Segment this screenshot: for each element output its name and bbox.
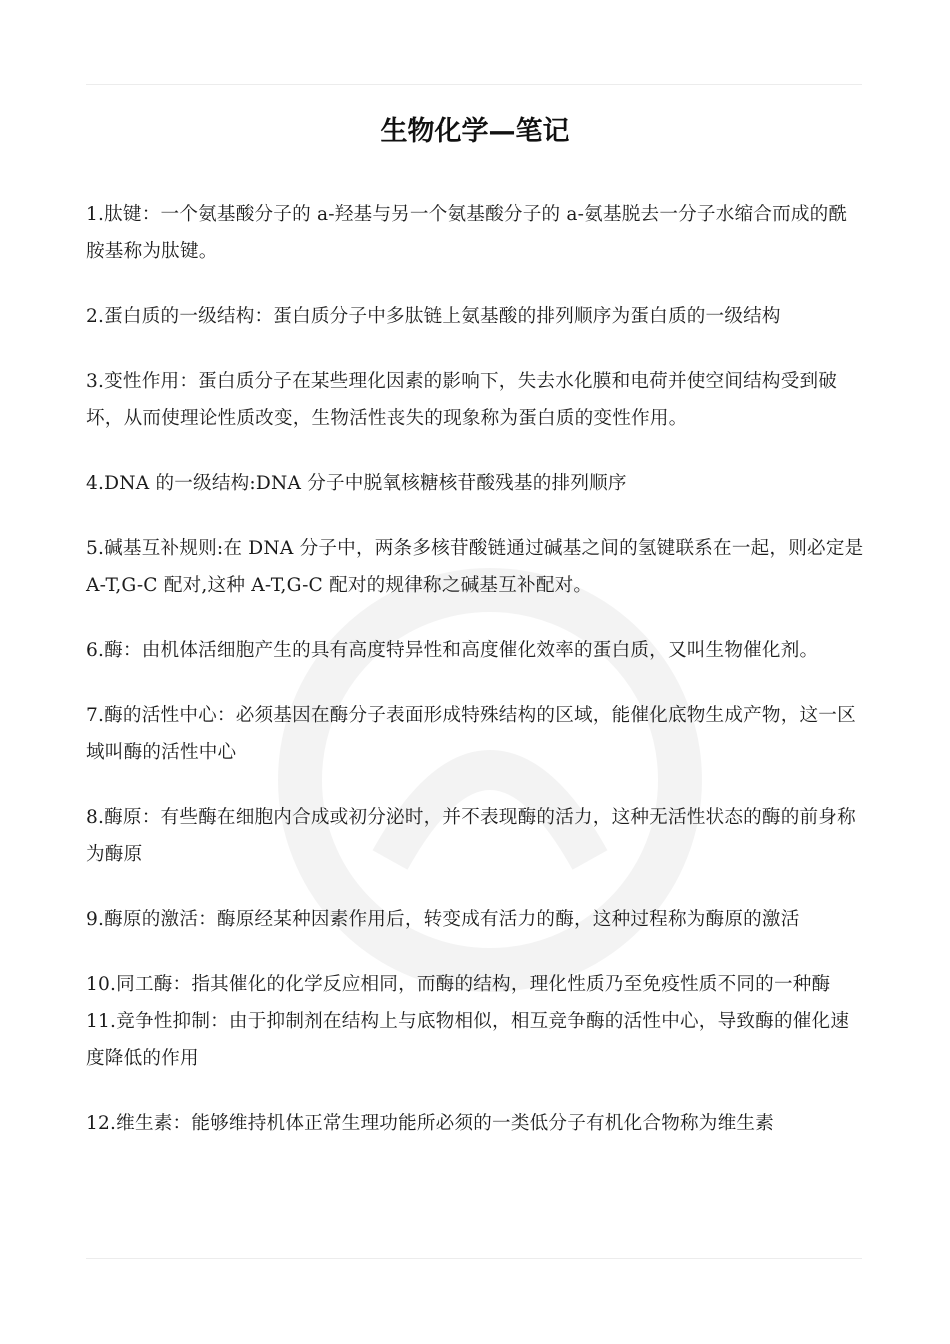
note-zymogen-activation: 9.酶原的激活：酶原经某种因素作用后，转变成有活力的酶，这种过程称为酶原的激活: [86, 909, 800, 930]
note-enzyme: 6.酶：由机体活细胞产生的具有高度特异性和高度催化效率的蛋白质，又叫生物催化剂。: [86, 640, 819, 661]
note-active-site: 7.酶的活性中心：必须基因在酶分子表面形成特殊结构的区域，能催化底物生成产物，这一区域叫酶的活性中心: [86, 705, 856, 763]
page-title: 生物化学—笔记: [380, 116, 570, 147]
note-base-pairing: 5.碱基互补规则:在 DNA 分子中，两条多核苷酸链通过碱基之间的氢键联系在一起，则必定是 A-T,G-C 配对,这种 A-T,G-C 配对的规律称之碱基互补配对。: [86, 538, 864, 596]
footer-divider: [86, 1258, 862, 1259]
note-isoenzyme-competitive-inhibition: 10.同工酶：指其催化的化学反应相同，而酶的结构，理化性质乃至免疫性质不同的一种酶 11.竞争性抑制：由于抑制剂在结构上与底物相似，相互竞争酶的活性中心，导致酶的催化速度降低的作用: [86, 974, 850, 1069]
note-peptide-bond: 1.肽键：一个氨基酸分子的 a-羟基与另一个氨基酸分子的 a-氨基脱去一分子水缩合而成的酰胺基称为肽键。: [86, 204, 848, 262]
note-vitamin: 12.维生素：能够维持机体正常生理功能所必须的一类低分子有机化合物称为维生素: [86, 1113, 774, 1134]
note-zymogen: 8.酶原：有些酶在细胞内合成或初分泌时，并不表现酶的活力，这种无活性状态的酶的前身称为酶原: [86, 807, 856, 865]
header-divider: [86, 84, 862, 85]
notes-list: [86, 196, 866, 1170]
note-protein-primary-structure: 2.蛋白质的一级结构：蛋白质分子中多肽链上氨基酸的排列顺序为蛋白质的一级结构: [86, 306, 781, 327]
note-dna-primary-structure: 4.DNA 的一级结构:DNA 分子中脱氧核糖核苷酸残基的排列顺序: [86, 473, 627, 494]
note-denaturation: 3.变性作用：蛋白质分子在某些理化因素的影响下，失去水化膜和电荷并使空间结构受到破坏，从而使理论性质改变，生物活性丧失的现象称为蛋白质的变性作用。: [86, 371, 838, 429]
